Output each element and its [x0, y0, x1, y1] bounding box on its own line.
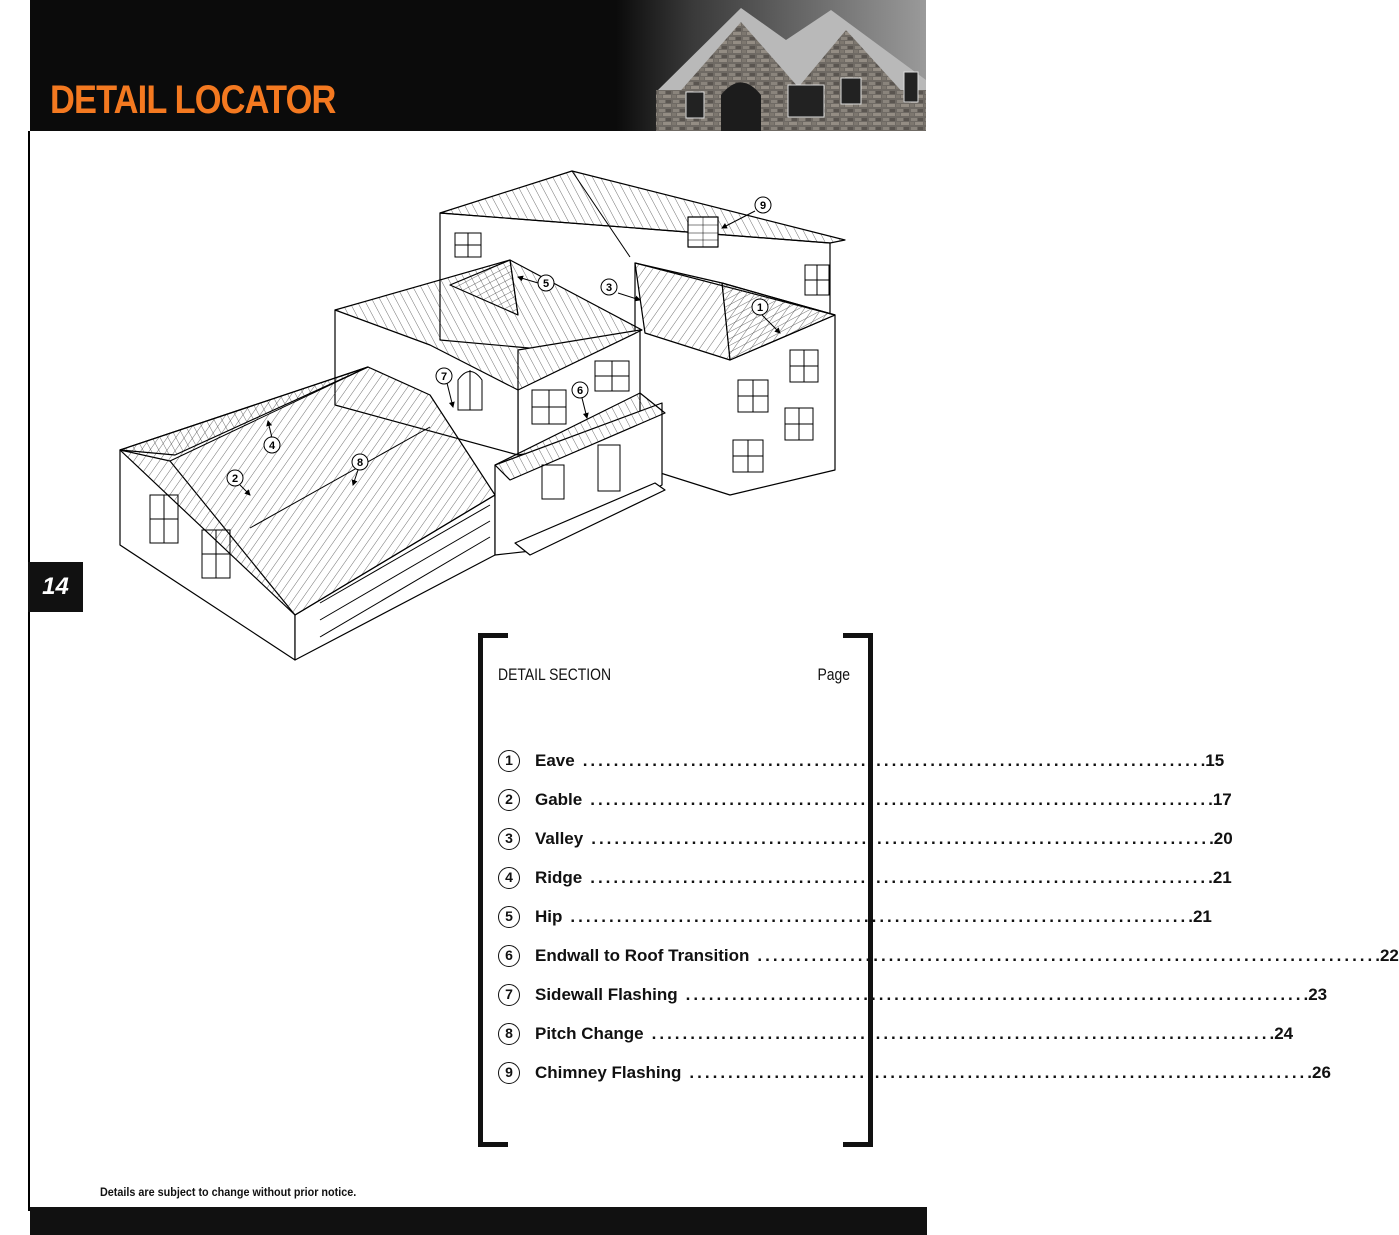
toc-item-number: 9	[498, 1062, 520, 1084]
footer-note: Details are subject to change without prior notice.	[100, 1185, 357, 1199]
callout-3-label: 3	[605, 282, 613, 294]
toc-item-page: .22	[1375, 945, 1399, 965]
page-number-tab: 14	[28, 562, 83, 612]
callout-7-label: 7	[440, 371, 448, 383]
toc-item-3[interactable]	[498, 820, 1233, 859]
toc-item-number: 5	[498, 906, 520, 928]
toc-item-6[interactable]	[498, 936, 1399, 975]
callout-9-label: 9	[759, 200, 767, 212]
toc-item-5[interactable]	[498, 898, 1212, 937]
toc-item-label: Chimney Flashing	[535, 1062, 682, 1082]
toc-item-page: .26	[1307, 1062, 1331, 1082]
callout-6-label: 6	[576, 385, 584, 397]
toc-item-label: Endwall to Roof Transition	[535, 945, 750, 965]
callout-4-label: 4	[268, 440, 276, 452]
callout-8-label: 8	[356, 457, 364, 469]
toc-item-label: Eave	[535, 751, 575, 771]
house-photo	[616, 0, 926, 131]
toc-item-page: .15	[1200, 751, 1225, 771]
toc-item-page: .21	[1208, 868, 1232, 888]
toc-item-label: Hip	[535, 907, 563, 926]
toc-item-number: 3	[498, 828, 520, 850]
toc-section-heading: DETAIL SECTION	[498, 665, 612, 684]
toc-page-heading: Page	[817, 665, 850, 684]
toc-item-number: 6	[498, 945, 520, 967]
toc-leader-dots: ................................................................................	[757, 945, 1376, 965]
toc-item-number: 1	[498, 750, 520, 772]
toc-item-label: Pitch Change	[535, 1023, 644, 1043]
toc-item-page: .17	[1208, 790, 1232, 810]
page-title: DETAIL LOCATOR	[50, 78, 336, 122]
toc-leader-dots: ................................................................................	[590, 790, 1209, 810]
toc-item-number: 2	[498, 789, 520, 811]
left-rule	[28, 131, 30, 1211]
toc-item-label: Gable	[535, 790, 583, 810]
toc-leader-dots: ................................................................................	[591, 829, 1210, 849]
toc-list	[498, 742, 1399, 1092]
footer-bar	[30, 1207, 927, 1235]
toc-item-9[interactable]	[498, 1053, 1331, 1092]
toc-leader-dots: ................................................................................	[570, 907, 1189, 926]
toc-leader-dots: ................................................................................	[590, 868, 1209, 888]
toc-item-7[interactable]	[498, 975, 1328, 1014]
toc-item-8[interactable]	[498, 1014, 1294, 1053]
toc-item-page: .23	[1303, 984, 1328, 1004]
header-band	[30, 0, 926, 131]
toc-item-label: Valley	[535, 829, 584, 849]
toc-item-page: .20	[1209, 829, 1233, 849]
toc-item-page: .24	[1269, 1023, 1294, 1043]
toc-leader-dots: ................................................................................	[685, 984, 1304, 1004]
callout-2-label: 2	[231, 473, 239, 485]
toc-item-number: 7	[498, 984, 520, 1006]
toc-item-label: Sidewall Flashing	[535, 984, 678, 1004]
toc-item-number: 8	[498, 1023, 520, 1045]
toc-item-4[interactable]	[498, 859, 1232, 898]
toc-item-1[interactable]	[498, 742, 1225, 781]
toc-item-page: .21	[1188, 907, 1212, 926]
callout-5-label: 5	[542, 278, 550, 290]
toc-leader-dots: ................................................................................	[582, 751, 1201, 771]
toc-item-2[interactable]	[498, 781, 1232, 820]
callout-1-label: 1	[756, 302, 764, 314]
toc-leader-dots: ................................................................................	[689, 1062, 1308, 1082]
toc-item-number: 4	[498, 867, 520, 889]
house-diagram	[110, 165, 855, 665]
toc-item-label: Ridge	[535, 868, 583, 888]
toc-leader-dots: ................................................................................	[651, 1023, 1270, 1043]
